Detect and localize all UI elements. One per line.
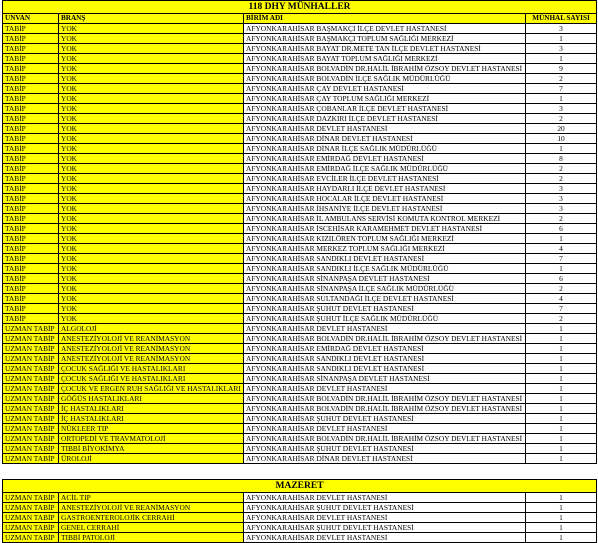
table-row: [3, 54, 597, 64]
table-row: [3, 493, 597, 503]
cell-unvan: TABİP: [3, 124, 59, 134]
cell-unvan: UZMAN TABİP: [3, 404, 59, 414]
cell-unvan: UZMAN TABİP: [3, 324, 59, 334]
cell-birim: AFYONKARAHİSAR HAYDARLI İLÇE DEVLET HASTANESİ: [244, 184, 526, 194]
cell-unvan: TABİP: [3, 164, 59, 174]
cell-unvan: TABİP: [3, 94, 59, 104]
cell-unvan: TABİP: [3, 154, 59, 164]
cell-sayi: 6: [526, 274, 597, 284]
cell-birim: AFYONKARAHİSAR DEVLET HASTANESİ: [244, 493, 526, 503]
cell-unvan: TABİP: [3, 174, 59, 184]
cell-sayi: 1: [526, 334, 597, 344]
cell-birim: AFYONKARAHİSAR SANDIKLI DEVLET HASTANESİ: [244, 354, 526, 364]
cell-birim: AFYONKARAHİSAR ÇAY DEVLET HASTANESİ: [244, 84, 526, 94]
header-brans: BRANŞ: [59, 14, 244, 24]
cell-sayi: 1: [526, 493, 597, 503]
cell-brans: YOK: [59, 274, 244, 284]
cell-unvan: UZMAN TABİP: [3, 444, 59, 454]
cell-birim: AFYONKARAHİSAR SİNANPAŞA DEVLET HASTANESİ: [244, 274, 526, 284]
cell-unvan: TABİP: [3, 144, 59, 154]
cell-brans: TIBBİ PATOLOJİ: [59, 533, 244, 543]
cell-sayi: 2: [526, 164, 597, 174]
cell-unvan: TABİP: [3, 44, 59, 54]
cell-sayi: 3: [526, 184, 597, 194]
cell-brans: YOK: [59, 34, 244, 44]
header-unvan: UNVAN: [3, 14, 59, 24]
cell-brans: TIBBİ BİYOKİMYA: [59, 444, 244, 454]
cell-brans: YOK: [59, 64, 244, 74]
cell-unvan: UZMAN TABİP: [3, 344, 59, 354]
cell-brans: YOK: [59, 124, 244, 134]
table-row: [3, 414, 597, 424]
cell-birim: AFYONKARAHİSAR BOLVADİN DR.HALİL İBRAHİM ÖZSOY DEVLET HASTANESİ: [244, 334, 526, 344]
cell-birim: AFYONKARAHİSAR DİNAR DEVLET HASTANESİ: [244, 134, 526, 144]
table-row: [3, 244, 597, 254]
cell-birim: AFYONKARAHİSAR DAZKIRI İLÇE DEVLET HASTANESİ: [244, 114, 526, 124]
cell-unvan: TABİP: [3, 204, 59, 214]
cell-birim: AFYONKARAHİSAR EMİRDAĞ İLÇE SAĞLIK MÜDÜRLÜĞÜ: [244, 164, 526, 174]
cell-brans: YOK: [59, 24, 244, 34]
cell-birim: AFYONKARAHİSAR DEVLET HASTANESİ: [244, 533, 526, 543]
table-row: [3, 224, 597, 234]
cell-birim: AFYONKARAHİSAR ŞUHUT DEVLET HASTANESİ: [244, 503, 526, 513]
cell-sayi: 3: [526, 204, 597, 214]
cell-sayi: 1: [526, 364, 597, 374]
cell-sayi: 2: [526, 74, 597, 84]
cell-brans: NÜKLEER TIP: [59, 424, 244, 434]
cell-brans: ANESTEZİYOLOJİ VE REANİMASYON: [59, 344, 244, 354]
cell-unvan: TABİP: [3, 194, 59, 204]
cell-brans: YOK: [59, 314, 244, 324]
cell-birim: AFYONKARAHİSAR BAYAT TOPLUM SAĞLIĞI MERKEZİ: [244, 54, 526, 64]
cell-unvan: UZMAN TABİP: [3, 434, 59, 444]
table-row: [3, 34, 597, 44]
table-row: [3, 104, 597, 114]
cell-brans: YOK: [59, 294, 244, 304]
table-row: [3, 124, 597, 134]
cell-birim: AFYONKARAHİSAR BOLVADİN DR.HALİL İBRAHİM ÖZSOY DEVLET HASTANESİ: [244, 404, 526, 414]
cell-sayi: 1: [526, 54, 597, 64]
table-row: [3, 314, 597, 324]
cell-brans: YOK: [59, 104, 244, 114]
cell-brans: YOK: [59, 264, 244, 274]
cell-birim: AFYONKARAHİSAR ÇOBANLAR İLÇE DEVLET HASTANESİ: [244, 104, 526, 114]
cell-birim: AFYONKARAHİSAR ŞUHUT DEVLET HASTANESİ: [244, 304, 526, 314]
cell-birim: AFYONKARAHİSAR ŞUHUT DEVLET HASTANESİ: [244, 523, 526, 533]
cell-brans: ORTOPEDİ VE TRAVMATOLOJİ: [59, 434, 244, 444]
table-row: [3, 84, 597, 94]
cell-sayi: 1: [526, 404, 597, 414]
cell-birim: AFYONKARAHİSAR SİNANPAŞA DEVLET HASTANESİ: [244, 374, 526, 384]
cell-brans: ANESTEZİYOLOJİ VE REANİMASYON: [59, 334, 244, 344]
cell-brans: YOK: [59, 84, 244, 94]
cell-brans: ALGOLOJİ: [59, 324, 244, 334]
cell-sayi: 1: [526, 34, 597, 44]
cell-brans: YOK: [59, 144, 244, 154]
cell-unvan: UZMAN TABİP: [3, 533, 59, 543]
cell-unvan: TABİP: [3, 254, 59, 264]
cell-brans: YOK: [59, 134, 244, 144]
cell-brans: İÇ HASTALIKLARI: [59, 414, 244, 424]
cell-unvan: TABİP: [3, 314, 59, 324]
cell-unvan: TABİP: [3, 24, 59, 34]
cell-birim: AFYONKARAHİSAR BOLVADİN İLÇE SAĞLIK MÜDÜRLÜĞÜ: [244, 74, 526, 84]
cell-unvan: TABİP: [3, 34, 59, 44]
cell-brans: GASTROENTEROLOJİK CERRAHİ: [59, 513, 244, 523]
table-title: 118 DHY MÜNHALLER: [3, 1, 597, 14]
cell-brans: YOK: [59, 194, 244, 204]
cell-sayi: 2: [526, 174, 597, 184]
cell-birim: AFYONKARAHİSAR BAYAT DR.METE TAN İLÇE DEVLET HASTANESİ: [244, 44, 526, 54]
cell-unvan: UZMAN TABİP: [3, 414, 59, 424]
table-row: [3, 304, 597, 314]
table-row: [3, 284, 597, 294]
cell-brans: YOK: [59, 284, 244, 294]
table-row: [3, 374, 597, 384]
table-row: [3, 424, 597, 434]
table-row: [3, 274, 597, 284]
header-sayi: MÜNHAL SAYISI: [526, 14, 597, 24]
cell-unvan: TABİP: [3, 214, 59, 224]
table-row: [3, 214, 597, 224]
cell-birim: AFYONKARAHİSAR ŞUHUT DEVLET HASTANESİ: [244, 444, 526, 454]
table-row: [3, 204, 597, 214]
table-row: [3, 144, 597, 154]
cell-brans: YOK: [59, 174, 244, 184]
table-row: [3, 354, 597, 364]
cell-sayi: 9: [526, 64, 597, 74]
table-row: [3, 64, 597, 74]
table-row: [3, 74, 597, 84]
cell-sayi: 10: [526, 134, 597, 144]
cell-sayi: 3: [526, 24, 597, 34]
cell-unvan: TABİP: [3, 114, 59, 124]
cell-sayi: 6: [526, 224, 597, 234]
mazeret-title-row: [3, 480, 597, 493]
table-row: [3, 454, 597, 464]
table-row: [3, 334, 597, 344]
cell-brans: ÇOCUK VE ERGEN RUH SAĞLIĞI VE HASTALIKLARI: [59, 384, 244, 394]
cell-unvan: UZMAN TABİP: [3, 394, 59, 404]
cell-sayi: 1: [526, 523, 597, 533]
cell-unvan: UZMAN TABİP: [3, 523, 59, 533]
header-birim: BİRİM ADI: [244, 14, 526, 24]
cell-sayi: 7: [526, 84, 597, 94]
cell-unvan: TABİP: [3, 244, 59, 254]
cell-birim: AFYONKARAHİSAR DEVLET HASTANESİ: [244, 513, 526, 523]
cell-birim: AFYONKARAHİSAR SANDIKLI İLÇE SAĞLIK MÜDÜRLÜĞÜ: [244, 264, 526, 274]
cell-birim: AFYONKARAHİSAR SANDIKLI DEVLET HASTANESİ: [244, 254, 526, 264]
cell-birim: AFYONKARAHİSAR İL AMBULANS SERVİSİ KOMUTA KONTROL MERKEZİ: [244, 214, 526, 224]
cell-unvan: UZMAN TABİP: [3, 454, 59, 464]
cell-birim: AFYONKARAHİSAR SANDIKLI DEVLET HASTANESİ: [244, 364, 526, 374]
mazeret-title: MAZERET: [3, 480, 597, 493]
cell-sayi: 8: [526, 154, 597, 164]
cell-birim: AFYONKARAHİSAR SULTANDAĞI İLÇE DEVLET HASTANESİ: [244, 294, 526, 304]
cell-birim: AFYONKARAHİSAR DEVLET HASTANESİ: [244, 384, 526, 394]
cell-sayi: 4: [526, 294, 597, 304]
cell-brans: YOK: [59, 254, 244, 264]
cell-sayi: 4: [526, 244, 597, 254]
cell-unvan: TABİP: [3, 84, 59, 94]
table-row: [3, 254, 597, 264]
cell-unvan: UZMAN TABİP: [3, 334, 59, 344]
cell-brans: ANESTEZİYOLOJİ VE REANİMASYON: [59, 354, 244, 364]
cell-sayi: 1: [526, 513, 597, 523]
cell-brans: YOK: [59, 234, 244, 244]
table-row: [3, 513, 597, 523]
cell-brans: YOK: [59, 224, 244, 234]
table-row: [3, 264, 597, 274]
cell-birim: AFYONKARAHİSAR SİNANPAŞA İLÇE SAĞLIK MÜDÜRLÜĞÜ: [244, 284, 526, 294]
cell-brans: YOK: [59, 214, 244, 224]
cell-birim: AFYONKARAHİSAR DİNAR İLÇE SAĞLIK MÜDÜRLÜĞÜ: [244, 144, 526, 154]
cell-brans: YOK: [59, 94, 244, 104]
cell-birim: AFYONKARAHİSAR BOLVADİN DR.HALİL İBRAHİM ÖZSOY DEVLET HASTANESİ: [244, 434, 526, 444]
table-row: [3, 184, 597, 194]
cell-unvan: TABİP: [3, 184, 59, 194]
cell-unvan: UZMAN TABİP: [3, 374, 59, 384]
cell-sayi: 1: [526, 434, 597, 444]
cell-sayi: 1: [526, 533, 597, 543]
table-row: [3, 164, 597, 174]
cell-unvan: TABİP: [3, 54, 59, 64]
cell-birim: AFYONKARAHİSAR BAŞMAKÇI İLÇE DEVLET HASTANESİ: [244, 24, 526, 34]
cell-sayi: 1: [526, 444, 597, 454]
cell-brans: YOK: [59, 304, 244, 314]
munhal-table-body: [3, 1, 597, 464]
cell-brans: ÇOCUK SAĞLIĞI VE HASTALIKLARI: [59, 374, 244, 384]
cell-unvan: UZMAN TABİP: [3, 513, 59, 523]
cell-unvan: UZMAN TABİP: [3, 384, 59, 394]
cell-sayi: 1: [526, 264, 597, 274]
cell-unvan: UZMAN TABİP: [3, 364, 59, 374]
cell-sayi: 1: [526, 394, 597, 404]
table-row: [3, 114, 597, 124]
cell-sayi: 3: [526, 194, 597, 204]
cell-unvan: TABİP: [3, 104, 59, 114]
cell-sayi: 2: [526, 314, 597, 324]
cell-brans: İÇ HASTALIKLARI: [59, 404, 244, 414]
cell-unvan: TABİP: [3, 134, 59, 144]
cell-unvan: TABİP: [3, 74, 59, 84]
cell-brans: YOK: [59, 44, 244, 54]
cell-birim: AFYONKARAHİSAR KIZILÖREN TOPLUM SAĞLIĞI MERKEZİ: [244, 234, 526, 244]
table-row: [3, 384, 597, 394]
cell-sayi: 1: [526, 503, 597, 513]
table-row: [3, 344, 597, 354]
cell-sayi: 1: [526, 354, 597, 364]
cell-birim: AFYONKARAHİSAR BOLVADİN DR.HALİL İBRAHİM ÖZSOY DEVLET HASTANESİ: [244, 64, 526, 74]
cell-unvan: TABİP: [3, 274, 59, 284]
cell-brans: GENEL CERRAHİ: [59, 523, 244, 533]
table-row: [3, 533, 597, 543]
cell-sayi: 1: [526, 94, 597, 104]
cell-sayi: 2: [526, 114, 597, 124]
cell-birim: AFYONKARAHİSAR ŞUHUT İLÇE SAĞLIK MÜDÜRLÜĞÜ: [244, 314, 526, 324]
cell-unvan: TABİP: [3, 64, 59, 74]
cell-birim: AFYONKARAHİSAR EVCİLER İLÇE DEVLET HASTANESİ: [244, 174, 526, 184]
cell-sayi: 1: [526, 144, 597, 154]
table-row: [3, 234, 597, 244]
cell-birim: AFYONKARAHİSAR DİNAR DEVLET HASTANESİ: [244, 454, 526, 464]
cell-brans: YOK: [59, 164, 244, 174]
cell-birim: AFYONKARAHİSAR DEVLET HASTANESİ: [244, 124, 526, 134]
table-row: [3, 324, 597, 334]
cell-brans: ÇOCUK SAĞLIĞI VE HASTALIKLARI: [59, 364, 244, 374]
table-row: [3, 503, 597, 513]
cell-sayi: 20: [526, 124, 597, 134]
table-row: [3, 434, 597, 444]
cell-brans: ANESTEZİYOLOJİ VE REANİMASYON: [59, 503, 244, 513]
table-row: [3, 404, 597, 414]
cell-birim: AFYONKARAHİSAR EMİRDAĞ DEVLET HASTANESİ: [244, 154, 526, 164]
mazeret-table-body: [3, 480, 597, 543]
cell-birim: AFYONKARAHİSAR BAŞMAKÇI TOPLUM SAĞLIĞI MERKEZİ: [244, 34, 526, 44]
cell-sayi: 2: [526, 214, 597, 224]
cell-sayi: 1: [526, 454, 597, 464]
table-row: [3, 94, 597, 104]
cell-sayi: 1: [526, 384, 597, 394]
munhal-table: [2, 0, 597, 464]
cell-unvan: UZMAN TABİP: [3, 493, 59, 503]
cell-birim: AFYONKARAHİSAR BOLVADİN DR.HALİL İBRAHİM ÖZSOY DEVLET HASTANESİ: [244, 394, 526, 404]
table-row: [3, 523, 597, 533]
cell-unvan: TABİP: [3, 224, 59, 234]
table-row: [3, 154, 597, 164]
table-title-row: [3, 1, 597, 14]
cell-birim: AFYONKARAHİSAR DEVLET HASTANESİ: [244, 424, 526, 434]
table-row: [3, 444, 597, 454]
header-row: [3, 14, 597, 24]
cell-brans: YOK: [59, 244, 244, 254]
cell-brans: YOK: [59, 54, 244, 64]
cell-brans: YOK: [59, 204, 244, 214]
cell-sayi: 1: [526, 374, 597, 384]
cell-brans: YOK: [59, 74, 244, 84]
table-row: [3, 44, 597, 54]
cell-birim: AFYONKARAHİSAR İSCEHİSAR KARAMEHMET DEVLET HASTANESİ: [244, 224, 526, 234]
cell-brans: GÖĞÜS HASTALIKLARI: [59, 394, 244, 404]
table-row: [3, 364, 597, 374]
mazeret-table: [2, 479, 597, 543]
cell-unvan: TABİP: [3, 264, 59, 274]
table-row: [3, 294, 597, 304]
cell-sayi: 1: [526, 414, 597, 424]
table-row: [3, 134, 597, 144]
cell-birim: AFYONKARAHİSAR MERKEZ TOPLUM SAĞLIĞI MERKEZİ: [244, 244, 526, 254]
cell-brans: ÜROLOJİ: [59, 454, 244, 464]
table-row: [3, 24, 597, 34]
cell-sayi: 2: [526, 284, 597, 294]
cell-sayi: 1: [526, 324, 597, 334]
cell-sayi: 1: [526, 344, 597, 354]
cell-unvan: TABİP: [3, 304, 59, 314]
cell-brans: YOK: [59, 184, 244, 194]
cell-unvan: TABİP: [3, 284, 59, 294]
cell-sayi: 7: [526, 304, 597, 314]
cell-birim: AFYONKARAHİSAR HOCALAR İLÇE DEVLET HASTANESİ: [244, 194, 526, 204]
cell-brans: YOK: [59, 154, 244, 164]
cell-brans: YOK: [59, 114, 244, 124]
cell-sayi: 1: [526, 234, 597, 244]
cell-unvan: TABİP: [3, 294, 59, 304]
cell-sayi: 1: [526, 424, 597, 434]
cell-brans: ACİL TIP: [59, 493, 244, 503]
cell-unvan: UZMAN TABİP: [3, 503, 59, 513]
cell-sayi: 3: [526, 104, 597, 114]
cell-sayi: 3: [526, 44, 597, 54]
cell-birim: AFYONKARAHİSAR ÇAY TOPLUM SAĞLIĞI MERKEZİ: [244, 94, 526, 104]
cell-sayi: 7: [526, 254, 597, 264]
table-row: [3, 194, 597, 204]
cell-unvan: TABİP: [3, 234, 59, 244]
table-row: [3, 394, 597, 404]
cell-birim: AFYONKARAHİSAR EMİRDAĞ DEVLET HASTANESİ: [244, 344, 526, 354]
cell-birim: AFYONKARAHİSAR İHSANİYE İLÇE DEVLET HASTANESİ: [244, 204, 526, 214]
cell-birim: AFYONKARAHİSAR ŞUHUT DEVLET HASTANESİ: [244, 414, 526, 424]
cell-unvan: UZMAN TABİP: [3, 354, 59, 364]
cell-birim: AFYONKARAHİSAR DEVLET HASTANESİ: [244, 324, 526, 334]
table-row: [3, 174, 597, 184]
cell-unvan: UZMAN TABİP: [3, 424, 59, 434]
